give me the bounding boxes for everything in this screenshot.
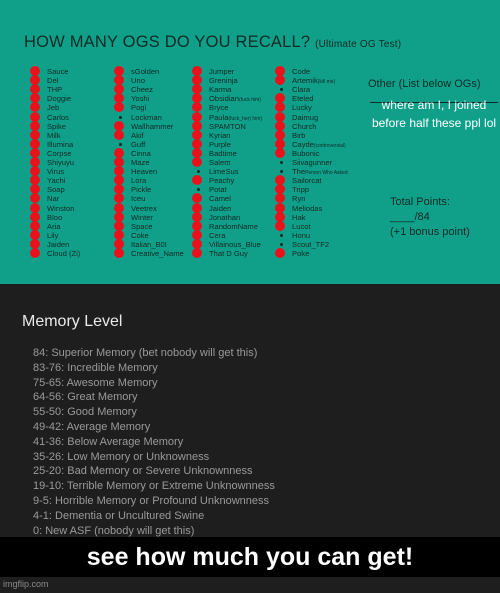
og-name [131,149,151,158]
og-name [47,240,69,249]
og-name-label: Italian_B0I [131,239,167,249]
og-name [131,167,157,176]
og-name-label: Cera [209,230,226,240]
og-name-label: Virus [47,167,65,177]
og-name-label: Birb [292,130,306,140]
og-name [209,222,258,231]
memory-level-item: 25-20: Bad Memory or Severe Unknownness [33,465,253,478]
og-name-label: Badtime [209,148,237,158]
og-name [131,94,149,103]
og-name [292,213,306,222]
og-name-label: THP [47,85,63,95]
og-name [292,76,335,85]
red-scribble-mark [30,248,40,258]
og-name [47,122,66,131]
memory-level-item: 9-5: Horrible Memory or Profound Unknownness [33,494,269,507]
og-name-label: Yachi [47,176,66,186]
og-name-label: Jeb [47,103,60,113]
og-name-label: Milk [47,130,61,140]
bullet-dot-icon [280,234,283,237]
bullet-dot-icon [280,161,283,164]
og-name [292,240,329,249]
og-name-label: Tripp [292,185,310,195]
og-name [209,122,246,131]
og-name-label: Shiyuyu [47,158,75,167]
og-name [47,149,71,158]
og-name [131,231,149,240]
memory-level-title: Memory Level [22,313,123,330]
memory-level-item: 41-36: Below Average Memory [33,435,184,448]
og-name [292,149,319,158]
og-name [292,113,318,122]
og-name [47,131,61,140]
og-name-label: Uno [131,76,145,86]
og-name [292,167,348,176]
og-name-label: Church [292,121,317,131]
og-name-label: Sauce [47,67,69,76]
red-scribble-mark [192,175,202,185]
og-name-label: That D Guy [209,249,248,258]
og-name-label: Purple [209,139,231,149]
og-name-label: Lockman [131,112,162,122]
og-name [47,85,62,94]
og-name [209,131,231,140]
memory-level-item: 75-65: Awesome Memory [33,376,158,389]
og-name-label: Wallhammer [131,121,174,131]
og-name [292,67,310,76]
og-name-note: Person Who Asked [305,170,348,177]
og-name [292,85,310,94]
og-name [209,240,261,249]
memory-level-item: 84: Superior Memory (bet nobody will get this) [33,347,258,359]
og-name [209,204,231,213]
og-name-label: Veetrex [131,203,157,213]
og-name [47,67,69,76]
og-name [47,249,80,258]
og-name-note: (controversial) [313,142,346,149]
og-name [131,176,146,185]
og-test-panel [0,0,500,284]
og-name-note: (kill me) [317,79,336,86]
og-name [292,194,306,203]
memory-level-item: 49-42: Average Memory [33,420,151,433]
og-name [292,158,332,167]
title-main: HOW MANY OGS DO YOU RECALL? [24,33,311,51]
og-name [292,94,314,103]
og-name-label: Lora [131,176,147,186]
watermark: imgflip.com [3,579,49,589]
og-name-label: Aria [47,221,61,231]
red-scribble-mark [30,193,40,203]
og-name-label: Winter [131,212,153,222]
og-name-label: Siivagunner [292,158,333,167]
og-name-label: Clara [292,85,311,95]
og-name-label: Code [292,67,311,76]
og-name [209,231,225,240]
og-name [131,122,173,131]
og-name-label: Yoshi [131,94,150,104]
og-name-label: Carlos [47,112,69,122]
og-name [47,176,65,185]
og-name-label: Lily [47,230,59,240]
og-name [131,140,145,149]
caption-banner: see how much you can get! [0,537,500,577]
red-scribble-mark [275,193,285,203]
og-name-label: Pickle [131,185,152,195]
memory-level-item: 19-10: Terrible Memory or Extreme Unknownness [33,480,275,493]
og-name-label: Salem [209,158,231,167]
og-name [47,158,74,167]
og-name-label: Cloud (Zi) [47,249,81,258]
og-name [47,167,64,176]
og-name-label: Ryn [292,194,306,204]
og-name [131,131,144,140]
red-scribble-mark [114,248,124,258]
og-name-label: Bryce [209,103,229,113]
og-name [131,85,153,94]
og-name [131,249,184,258]
og-name [47,76,58,85]
other-label: Other (List below OGs) [368,78,481,90]
og-name [47,213,62,222]
og-name [209,113,262,122]
title-sub: (Ultimate OG Test) [315,39,402,50]
og-name [131,240,167,249]
red-scribble-mark [275,148,285,158]
bullet-dot-icon [280,88,283,91]
og-name-label: Iceu [131,194,146,204]
og-name [131,204,157,213]
og-name-label: Del [47,76,59,86]
red-scribble-mark [192,193,202,203]
og-name-label: Nar [47,194,60,204]
og-name [47,103,59,112]
og-name-label: sGolden [131,67,160,76]
og-name-label: Spike [47,121,66,131]
bullet-dot-icon [280,243,283,246]
og-name [47,231,58,240]
og-name [209,167,239,176]
memory-level-item: 35-26: Low Memory or Unknowness [33,450,210,463]
og-name [209,94,261,103]
og-name [47,222,61,231]
og-name [292,222,311,231]
red-scribble-mark [192,157,202,167]
og-name-label: Cayde [292,139,314,149]
og-name [47,185,65,194]
og-name-label: Karma [209,85,232,95]
bullet-dot-icon [197,188,200,191]
og-name-label: Cinna [131,148,151,158]
og-name [292,103,312,112]
og-name [131,76,145,85]
og-name-label: Bubonic [292,148,320,158]
og-name-label: Doggie [47,94,72,104]
og-name-label: Eteled [292,94,314,104]
og-name [209,85,231,94]
og-name [292,122,316,131]
og-name-label: RandomName [209,221,258,231]
og-name-label: Cheez [131,85,153,95]
og-name [131,222,153,231]
bullet-dot-icon [119,143,122,146]
page-title [24,33,401,52]
memory-level-item: 64-56: Great Memory [33,391,138,404]
og-name-label: Hak [292,212,306,222]
og-name-label: Creative_Name [131,249,184,258]
og-name [47,113,69,122]
og-name-label: Guff [131,139,146,149]
og-name-label: Peachy [209,176,235,186]
og-name-label: Maze [131,158,150,167]
og-name-label: Pogi [131,103,147,113]
og-name [209,103,228,112]
og-name-label: Artemik [292,76,318,86]
og-name [209,149,237,158]
red-scribble-mark [114,193,124,203]
og-name [131,213,153,222]
og-name [292,131,306,140]
og-name [131,158,150,167]
og-name [47,204,74,213]
og-name [292,231,310,240]
og-name-note: (fuck_her) him) [228,115,263,122]
memory-level-item: 55-50: Good Memory [33,406,137,419]
og-name-label: Kyrian [209,130,231,140]
og-name [131,113,162,122]
og-name [131,67,159,76]
og-name [292,140,346,149]
red-scribble-mark [275,75,285,85]
og-name [47,140,73,149]
og-name-label: Camel [209,194,231,204]
og-name-label: Coke [131,230,149,240]
og-name-label: Honu [292,230,311,240]
og-name [292,249,309,258]
og-name [209,76,238,85]
og-name-label: Obsidian [209,94,239,104]
og-name-label: Greninja [209,76,238,86]
og-name [47,194,59,203]
red-scribble-mark [192,102,202,112]
og-name [131,194,145,203]
memory-level-item: 0: New ASF (nobody will get this) [33,524,195,537]
og-name-label: Potat [209,185,227,195]
og-name-label: LimeSus [209,167,239,177]
og-name-label: Winston [47,203,75,213]
memory-level-item: 4-1: Dementia or Uncultured Swine [33,509,205,522]
og-name [47,94,71,103]
og-name [292,185,309,194]
og-name-label: Poke [292,249,310,258]
og-name [292,176,322,185]
bullet-dot-icon [197,170,200,173]
red-scribble-mark [275,221,285,231]
og-name-label: Space [131,221,153,231]
og-name-label: Daimug [292,112,319,122]
og-name-label: Soap [47,185,65,195]
og-name [131,185,151,194]
red-scribble-mark [30,102,40,112]
og-name-label: Jaiden [47,239,70,249]
og-name [209,176,234,185]
handwritten-note: where am I, I joined before half these ppl lol [371,98,497,130]
og-name-label: Jonathan [209,212,241,222]
og-name-label: Jaiden [209,203,232,213]
og-name [209,213,240,222]
og-name-label: Heaven [131,167,158,177]
og-name [292,204,322,213]
og-name-label: Akif [131,130,144,140]
og-name-label: Meliodas [292,203,323,213]
og-name [131,103,146,112]
red-scribble-mark [275,248,285,258]
total-points: Total Points: ____/84 (+1 bonus point) [390,196,470,238]
red-scribble-mark [114,102,124,112]
og-name [209,140,231,149]
og-name-label: Sailorcat [292,176,322,186]
red-scribble-mark [192,248,202,258]
og-name-label: Bloo [47,212,63,222]
bullet-dot-icon [119,116,122,119]
og-name-label: Lucot [292,221,311,231]
og-name-label: Paula [209,112,229,122]
og-name [209,194,231,203]
og-name-label: Corpse [47,148,72,158]
og-name [209,67,234,76]
og-name [209,158,231,167]
og-name-label: The [292,167,306,177]
og-name-label: Illumina [47,139,74,149]
memory-level-list [33,346,275,538]
og-name [209,185,227,194]
og-name-label: Jumper [209,67,235,76]
og-name-label: Villainous_Blue [209,239,261,249]
red-scribble-mark [275,102,285,112]
bullet-dot-icon [280,170,283,173]
og-name-note: (fuck him) [238,97,261,104]
og-name-label: Lucky [292,103,312,113]
memory-level-item: 83-76: Incredible Memory [33,361,158,374]
og-name-label: SPAMTON [209,121,246,131]
og-name-label: Scout_TF2 [292,239,330,249]
og-name [209,249,248,258]
red-scribble-mark [114,130,124,140]
